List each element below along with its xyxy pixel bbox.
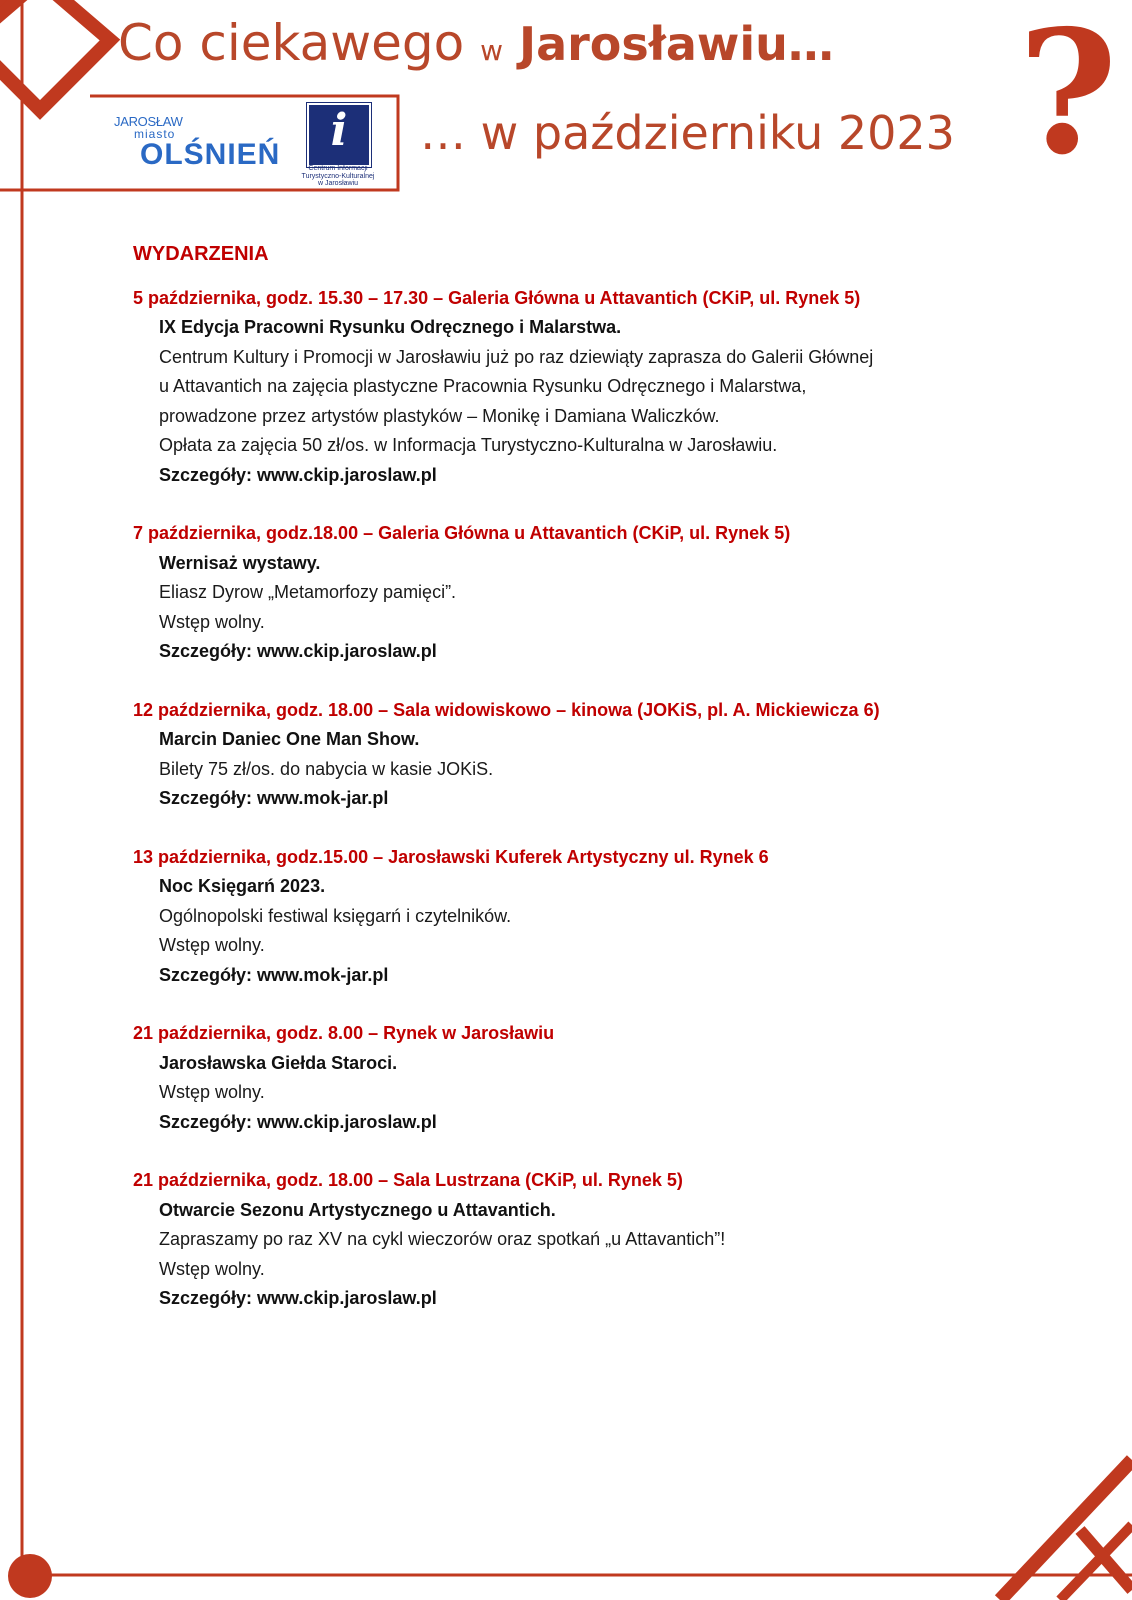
- event-title: Jarosławska Giełda Staroci.: [159, 1052, 398, 1073]
- event-details-link[interactable]: Szczegóły: www.mok-jar.pl: [159, 964, 389, 985]
- event-item: [133, 519, 1053, 667]
- caption-line: Turystyczno-Kulturalnej: [301, 172, 375, 180]
- event-description-line: Ogólnopolski festiwal księgarń i czytelników.: [159, 905, 512, 926]
- event-item: [133, 284, 1053, 491]
- event-description-line: Bilety 75 zł/os. do nabycia w kasie JOKiS.: [159, 758, 494, 779]
- circle-ornament-bottom-left: [8, 1554, 52, 1598]
- title-text: w: [480, 34, 504, 67]
- info-icon: [307, 103, 371, 167]
- logo-text: JAROSŁAW: [114, 114, 183, 129]
- event-description-line: Centrum Kultury i Promocji w Jarosławiu już po raz dziewiąty zaprasza do Galerii Głównej: [159, 346, 874, 367]
- event-details-link[interactable]: Szczegóły: www.ckip.jaroslaw.pl: [159, 641, 437, 661]
- diamond-ornament-top-left: [0, 0, 110, 110]
- page-subtitle: … w październiku 2023: [420, 106, 955, 160]
- event-heading: 21 października, godz. 18.00 – Sala Lustrzana (CKiP, ul. Rynek 5): [133, 1170, 683, 1190]
- caption-line: w Jarosławiu: [317, 180, 359, 188]
- logo-text: OLŚNIEŃ: [140, 138, 281, 171]
- diagonal-ornament-bottom-right: [1000, 1460, 1132, 1600]
- event-body: [133, 549, 1053, 667]
- event-body: [133, 725, 1053, 814]
- title-text: Co ciekawego: [118, 14, 465, 72]
- event-description-line: Wstęp wolny.: [159, 1258, 265, 1279]
- page-title: [118, 14, 834, 72]
- event-title: Otwarcie Sezonu Artystycznego u Attavantich.: [159, 1199, 556, 1220]
- event-heading: 5 października, godz. 15.30 – 17.30 – Galeria Główna u Attavantich (CKiP, ul. Rynek 5): [133, 287, 861, 308]
- event-description-line: Wstęp wolny.: [159, 611, 265, 632]
- event-description-line: prowadzone przez artystów plastyków – Monikę i Damiana Waliczków.: [159, 405, 720, 426]
- event-body: [133, 1196, 1053, 1314]
- event-item: [133, 696, 1053, 814]
- event-title: IX Edycja Pracowni Rysunku Odręcznego i Malarstwa.: [159, 317, 622, 337]
- event-body: [133, 313, 1053, 490]
- info-centre-logo: [301, 103, 375, 188]
- event-item: [133, 1019, 1053, 1137]
- event-description-line: u Attavantich na zajęcia plastyczne Pracownia Rysunku Odręcznego i Malarstwa,: [159, 376, 807, 396]
- event-description-line: Eliasz Dyrow „Metamorfozy pamięci”.: [159, 582, 457, 602]
- title-text: Jarosławiu…: [518, 17, 834, 71]
- event-title: Noc Księgarń 2023.: [159, 876, 326, 896]
- event-description-line: Wstęp wolny.: [159, 935, 265, 955]
- event-details-link[interactable]: Szczegóły: www.ckip.jaroslaw.pl: [159, 464, 437, 485]
- event-description-line: Wstęp wolny.: [159, 1082, 265, 1102]
- event-heading: 7 października, godz.18.00 – Galeria Główna u Attavantich (CKiP, ul. Rynek 5): [133, 523, 791, 543]
- event-item: [133, 843, 1053, 991]
- question-mark-ornament: ?: [1018, 0, 1118, 193]
- event-heading: 13 października, godz.15.00 – Jarosławski Kuferek Artystyczny ul. Rynek 6: [133, 846, 769, 867]
- caption-line: Centrum Informacji: [308, 165, 368, 172]
- event-heading: 12 października, godz. 18.00 – Sala widowiskowo – kinowa (JOKiS, pl. A. Mickiewicza 6): [133, 699, 880, 720]
- event-title: Wernisaż wystawy.: [159, 552, 321, 573]
- events-content: [133, 240, 1053, 1343]
- event-title: Marcin Daniec One Man Show.: [159, 729, 420, 749]
- event-body: [133, 1049, 1053, 1138]
- jaroslaw-logo: [112, 110, 281, 176]
- info-logo-caption: [301, 165, 375, 188]
- event-description-line: Opłata za zajęcia 50 zł/os. w Informacja Turystyczno-Kulturalna w Jarosławiu.: [159, 435, 778, 455]
- event-details-link[interactable]: Szczegóły: www.ckip.jaroslaw.pl: [159, 1111, 437, 1132]
- event-heading: 21 października, godz. 8.00 – Rynek w Jarosławiu: [133, 1023, 555, 1043]
- logo-text: miasto: [134, 127, 176, 141]
- section-title: WYDARZENIA: [133, 243, 269, 265]
- event-details-link[interactable]: Szczegóły: www.mok-jar.pl: [159, 788, 389, 808]
- info-letter: i: [330, 105, 348, 156]
- events-list: [133, 284, 1053, 1314]
- event-body: [133, 872, 1053, 990]
- event-description-line: Zapraszamy po raz XV na cykl wieczorów oraz spotkań „u Attavantich”!: [159, 1229, 726, 1249]
- event-details-link[interactable]: Szczegóły: www.ckip.jaroslaw.pl: [159, 1288, 437, 1308]
- event-item: [133, 1166, 1053, 1314]
